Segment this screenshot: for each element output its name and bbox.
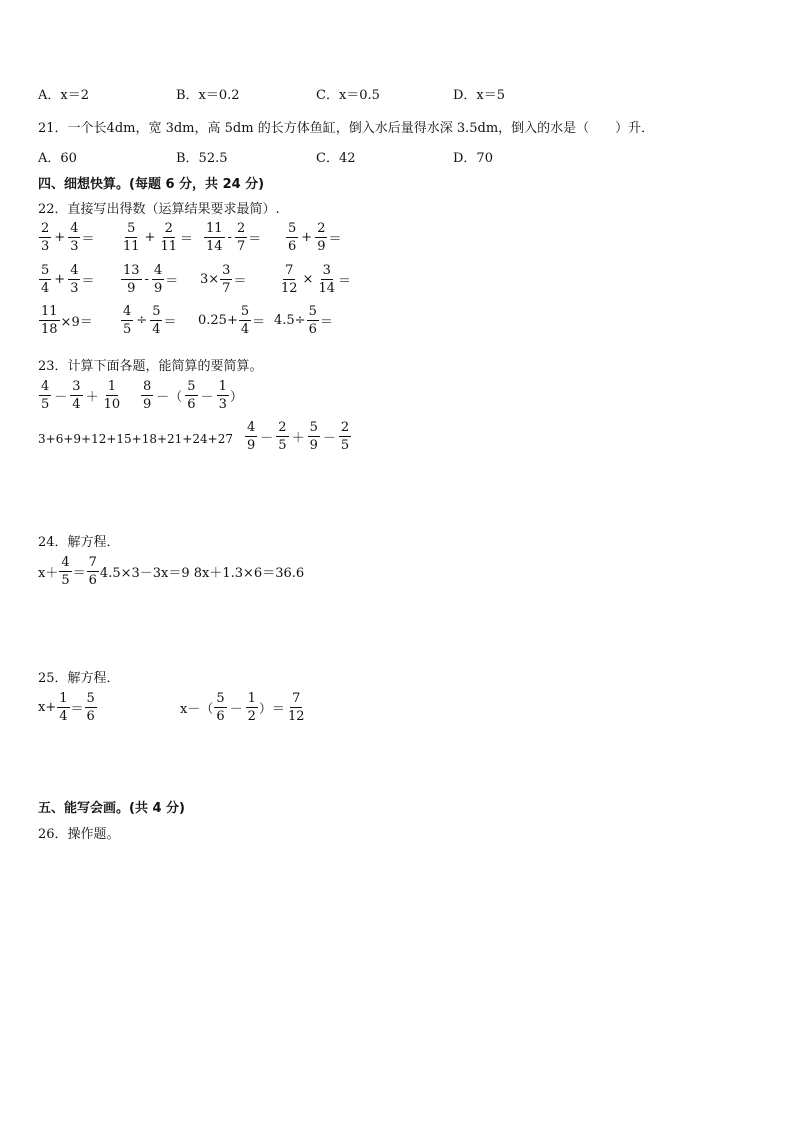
fraction: $\frac{4}{3}$ (70, 263, 79, 296)
q22-stem: 22．直接写出得数（运算结果要求最简）. (38, 202, 280, 217)
fraction: $\frac{1}{2}$ (247, 691, 256, 724)
fraction: $\frac{1}{3}$ (218, 379, 227, 412)
q22-r3-c1: $\frac{11}{18}$ ×9＝ (41, 304, 93, 337)
q20-option-b: B．x＝0.2 (176, 88, 240, 103)
fraction: $\frac{4}{5}$ (123, 304, 132, 337)
fraction: $\frac{7}{6}$ (88, 555, 97, 588)
q21-option-c: C．42 (316, 151, 356, 166)
fraction: $\frac{11}{18}$ (41, 304, 58, 337)
q21-option-a: A．60 (38, 151, 77, 166)
q21-option-b: B．52.5 (176, 151, 228, 166)
fraction: $\frac{11}{14}$ (206, 221, 223, 254)
fraction: $\frac{5}{6}$ (187, 379, 196, 412)
fraction: $\frac{1}{10}$ (103, 379, 121, 412)
fraction: $\frac{4}{3}$ (70, 221, 79, 254)
q22-r3-c2: $\frac{4}{5}$ ÷ $\frac{5}{4}$ ＝ (123, 304, 177, 337)
q22-r3-c3: 0.25+ $\frac{5}{4}$ ＝ (198, 304, 266, 337)
fraction: $\frac{5}{11}$ (123, 221, 140, 254)
q20-option-d: D．x＝5 (453, 88, 506, 103)
q22-r2-c1: $\frac{5}{4}$ + $\frac{4}{3}$ ＝ (41, 263, 95, 296)
fraction: $\frac{2}{3}$ (41, 221, 50, 254)
q25-equation-2: x－（ $\frac{5}{6}$ － $\frac{1}{2}$ ）＝ $\frac{7}{12}$ (180, 691, 305, 724)
fraction: $\frac{5}{4}$ (152, 304, 161, 337)
q24-stem: 24．解方程． (38, 535, 120, 550)
fraction: $\frac{5}{4}$ (41, 263, 50, 296)
fraction: $\frac{3}{14}$ (318, 263, 335, 296)
fraction: $\frac{1}{4}$ (59, 691, 68, 724)
fraction: $\frac{2}{9}$ (317, 221, 326, 254)
fraction: $\frac{7}{12}$ (281, 263, 298, 296)
q20-option-a: A．x＝2 (38, 88, 89, 103)
fraction: $\frac{5}{6}$ (288, 221, 297, 254)
fraction: $\frac{4}{9}$ (153, 263, 163, 296)
q25-equation-1: x+ $\frac{1}{4}$ ＝ $\frac{5}{6}$ (38, 691, 95, 724)
q23-stem: 23．计算下面各题，能简算的要简算。 (38, 359, 263, 374)
q23-expr-4: $\frac{4}{9}$ － $\frac{2}{5}$ ＋ $\frac{5}{9}$ － $\frac{2}{5}$ (247, 420, 350, 453)
q23-expr-1: $\frac{4}{5}$ － $\frac{3}{4}$ ＋ $\frac{1}{10}$ (41, 379, 121, 412)
fraction: $\frac{5}{6}$ (216, 691, 225, 724)
q22-r1-c2: $\frac{5}{11}$ + $\frac{2}{11}$ ＝ (123, 221, 194, 254)
fraction: $\frac{5}{9}$ (309, 420, 318, 453)
fraction: $\frac{2}{7}$ (236, 221, 246, 254)
fraction: $\frac{2}{5}$ (340, 420, 350, 453)
fraction: $\frac{13}{9}$ (123, 263, 140, 296)
q22-r3-c4: 4.5÷ $\frac{5}{6}$ ＝ (274, 304, 333, 337)
q21-option-d: D．70 (453, 151, 493, 166)
fraction: $\frac{3}{4}$ (72, 379, 81, 412)
q23-expr-2: $\frac{8}{9}$ －（ $\frac{5}{6}$ － $\frac{1}{3}$ ） (143, 379, 243, 412)
q22-r2-c2: $\frac{13}{9}$ - $\frac{4}{9}$ ＝ (123, 263, 179, 296)
fraction: $\frac{4}{9}$ (247, 420, 256, 453)
q22-r2-c3: 3× $\frac{3}{7}$ ＝ (200, 263, 247, 296)
q24-equations: x＋ $\frac{4}{5}$ ＝ $\frac{7}{6}$ 4.5×3－3x＝9 8x＋1.3×6＝36.6 (38, 555, 305, 588)
q22-r1-c4: $\frac{5}{6}$ + $\frac{2}{9}$ ＝ (288, 221, 342, 254)
q22-r2-c4: $\frac{7}{12}$ × $\frac{3}{14}$ ＝ (281, 263, 352, 296)
fraction: $\frac{2}{5}$ (278, 420, 287, 453)
fraction: $\frac{8}{9}$ (143, 379, 152, 412)
q22-r1-c1: $\frac{2}{3}$ + $\frac{4}{3}$ ＝ (41, 221, 95, 254)
section4-title: 四、细想快算。(每题 6 分，共 24 分) (38, 177, 265, 192)
fraction: $\frac{5}{4}$ (240, 304, 250, 337)
q23-expr-3: 3+6+9+12+15+18+21+24+27 (38, 432, 233, 446)
fraction: $\frac{5}{6}$ (86, 691, 95, 724)
q22-r1-c3: $\frac{11}{14}$ - $\frac{2}{7}$ ＝ (206, 221, 262, 254)
q26-stem: 26．操作题。 (38, 827, 120, 842)
q20-option-c: C．x＝0.5 (316, 88, 380, 103)
fraction: $\frac{3}{7}$ (222, 263, 231, 296)
fraction: $\frac{4}{5}$ (61, 555, 70, 588)
fraction: $\frac{4}{5}$ (41, 379, 50, 412)
section5-title: 五、能写会画。(共 4 分) (38, 801, 185, 816)
q25-stem: 25．解方程． (38, 671, 120, 686)
fraction: $\frac{7}{12}$ (287, 691, 305, 724)
fraction: $\frac{2}{11}$ (160, 221, 177, 254)
q21-stem: 21．一个长4dm，宽 3dm，高 5dm 的长方体鱼缸，倒入水后量得水深 3.5dm，倒入的水是（ ）升． (38, 121, 655, 136)
fraction: $\frac{5}{6}$ (308, 304, 317, 337)
